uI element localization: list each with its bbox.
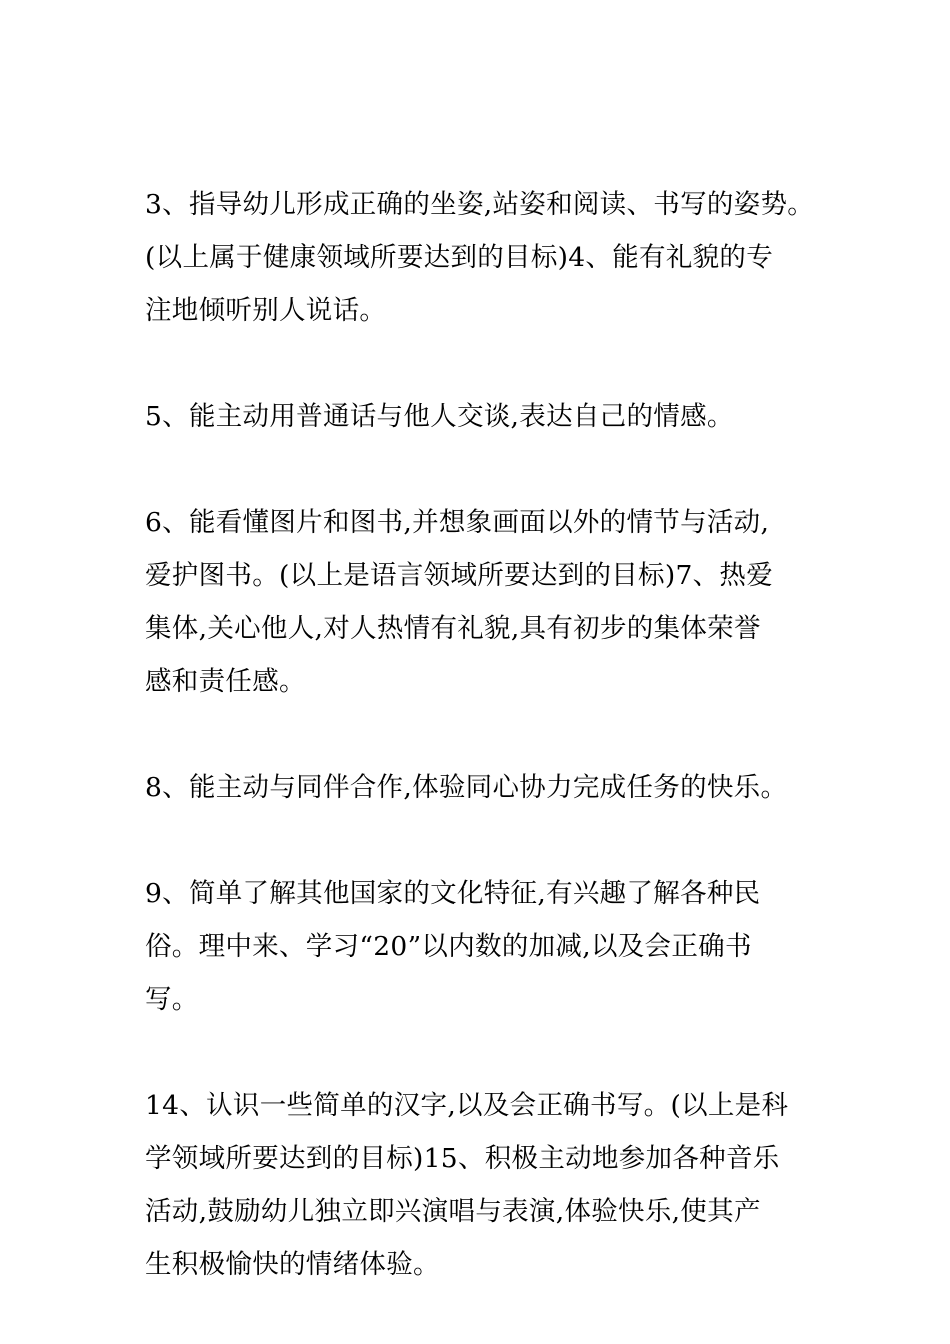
text-line: 3、指导幼儿形成正确的坐姿,站姿和阅读、书写的姿势。 xyxy=(145,189,815,220)
paragraph-5 xyxy=(145,390,813,443)
text-line: 集体,关心他人,对人热情有礼貌,具有初步的集体荣誉 xyxy=(145,613,761,644)
paragraph-14-15 xyxy=(145,1079,813,1291)
text-line: 写。 xyxy=(145,984,199,1015)
text-line: 活动,鼓励幼儿独立即兴演唱与表演,体验快乐,使其产 xyxy=(145,1196,761,1227)
text-line: 14、认识一些简单的汉字,以及会正确书写。(以上是科 xyxy=(145,1090,789,1121)
text-line: 5、能主动用普通话与他人交谈,表达自己的情感。 xyxy=(145,401,734,432)
paragraph-9 xyxy=(145,867,813,1026)
text-line: 8、能主动与同伴合作,体验同心协力完成任务的快乐。 xyxy=(145,772,788,803)
text-line: 爱护图书。(以上是语言领域所要达到的目标)7、热爱 xyxy=(145,560,774,591)
text-line: 学领域所要达到的目标)15、积极主动地参加各种音乐 xyxy=(145,1143,780,1174)
text-line: 俗。理中来、学习“20”以内数的加减,以及会正确书 xyxy=(145,931,752,962)
text-line: 感和责任感。 xyxy=(145,666,306,697)
paragraph-6-7 xyxy=(145,496,813,708)
paragraph-8 xyxy=(145,761,813,814)
text-line: 9、简单了解其他国家的文化特征,有兴趣了解各种民 xyxy=(145,878,761,909)
text-line: 生积极愉快的情绪体验。 xyxy=(145,1249,440,1280)
text-line: 6、能看懂图片和图书,并想象画面以外的情节与活动, xyxy=(145,507,770,538)
paragraph-3-4 xyxy=(145,178,813,337)
document-body xyxy=(145,178,813,1291)
text-line: 注地倾听别人说话。 xyxy=(145,295,387,326)
text-line: (以上属于健康领域所要达到的目标)4、能有礼貌的专 xyxy=(145,242,774,273)
